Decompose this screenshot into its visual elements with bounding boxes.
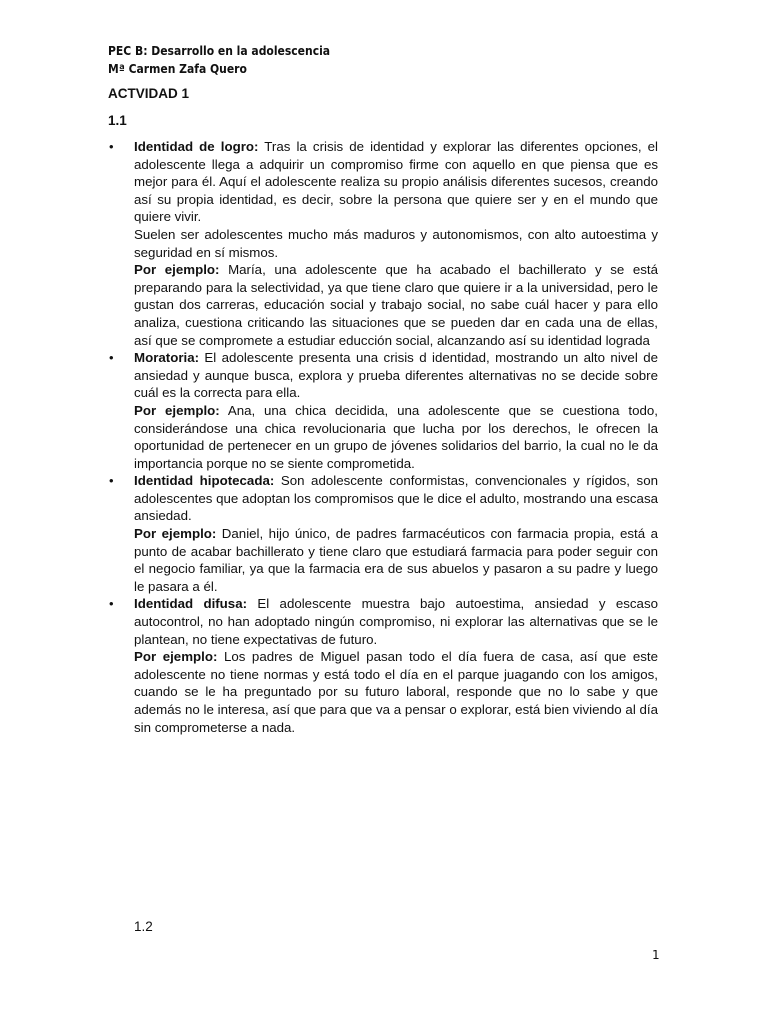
example-label: Por ejemplo:: [134, 262, 220, 278]
section-number: 1.1: [108, 113, 127, 128]
example-label: Por ejemplo:: [134, 402, 220, 418]
item-extra: Suelen ser adolescentes mucho más maduros y autonomismos, con alto autoestima y seguridad en sí mismos.: [134, 226, 658, 260]
item-text: Tras la crisis de identidad y explorar las diferentes opciones, el adolescente llega a adquirir un compromiso firme con aquello en que piensa que es mejor para él. Aquí el adolescente realiza su propio análisis diferentes sucesos, creando así su propia identidad, es decir, sobre la persona que quiere ser y en el mundo que quiere vivir.: [134, 139, 658, 225]
page-number: 1: [652, 948, 660, 962]
example-text: Los padres de Miguel pasan todo el día fuera de casa, así que este adolescente no tiene normas y está todo el día en el parque juagando con los amigos, cuando se le ha preguntado por su futuro laboral, responde que no lo sabe y que además no le interesa, así que para que va a pensar o explorar, está bien viviendo al día sin comprometerse a nada.: [134, 649, 658, 735]
header-author: Mª Carmen Zafa Quero: [108, 62, 247, 76]
list-item-identidad-de-logro: [108, 138, 658, 349]
bullet-icon: •: [109, 473, 114, 489]
item-term: Identidad hipotecada:: [134, 473, 275, 489]
identity-status-list: [108, 138, 658, 736]
item-example: [134, 525, 658, 595]
item-term: Identidad de logro:: [134, 139, 259, 154]
item-term: Identidad difusa:: [134, 596, 248, 612]
item-example: [134, 261, 658, 349]
item-text: El adolescente presenta una crisis d identidad, mostrando un alto nivel de ansiedad y aunque busca, explora y prueba diferentes alternativas no se decide sobre cuál es la correcta para ella.: [134, 350, 658, 401]
bullet-icon: •: [109, 350, 114, 366]
item-example: [134, 402, 658, 472]
item-description: [134, 595, 658, 648]
item-term: Moratoria:: [134, 350, 200, 366]
example-label: Por ejemplo:: [134, 649, 218, 665]
header-course-title: PEC B: Desarrollo en la adolescencia: [108, 44, 331, 58]
list-item-identidad-hipotecada: [108, 472, 658, 595]
bullet-icon: •: [109, 139, 114, 154]
item-description: [134, 349, 658, 402]
example-label: Por ejemplo:: [134, 526, 217, 542]
example-text: María, una adolescente que ha acabado el bachillerato y se está preparando para la selectividad, ya que tiene claro que quiere ir a la universidad, pero le gustan dos carreras, educación social y trabajo social, no sabe cuál hacer y para ello analiza, cuestiona criticando las situaciones que se pueden dar en cada una de ellas, así que se compromete a estudiar educción social, alcanzando así su identidad lograda: [134, 262, 658, 348]
item-description: [134, 472, 658, 525]
item-text: Son adolescente conformistas, convencionales y rígidos, son adolescentes que adoptan los compromisos que le dice el adulto, mostrando una escasa ansiedad.: [134, 473, 658, 524]
item-text: El adolescente muestra bajo autoestima, ansiedad y escaso autocontrol, no han adoptado ningún compromiso, ni explorar las alternativas que se le plantean, no tiene expectativas de futuro.: [134, 596, 658, 647]
example-text: Ana, una chica decidida, una adolescente que se cuestiona todo, considerándose una chica revolucionaria que lucha por los derechos, le ofrecen la oportunidad de pertenecer en un grupo de jóvenes solidarios del barrio, la cual no le da importancia porque no se siente comprometida.: [134, 402, 658, 471]
list-item-identidad-difusa: [108, 595, 658, 736]
next-section-number: 1.2: [134, 919, 153, 934]
item-description: [134, 138, 658, 226]
bullet-icon: •: [109, 596, 114, 612]
example-text: Daniel, hijo único, de padres farmacéuticos con farmacia propia, está a punto de acabar bachillerato y tiene claro que estudiará farmacia para poder seguir con el negocio familiar, ya que la farmacia era de sus abuelos y pasaron a su padre y luego le pasara a él.: [134, 526, 658, 594]
page-header: [108, 42, 330, 78]
item-example: [134, 648, 658, 736]
list-item-moratoria: [108, 349, 658, 472]
activity-title: ACTVIDAD 1: [108, 86, 190, 101]
